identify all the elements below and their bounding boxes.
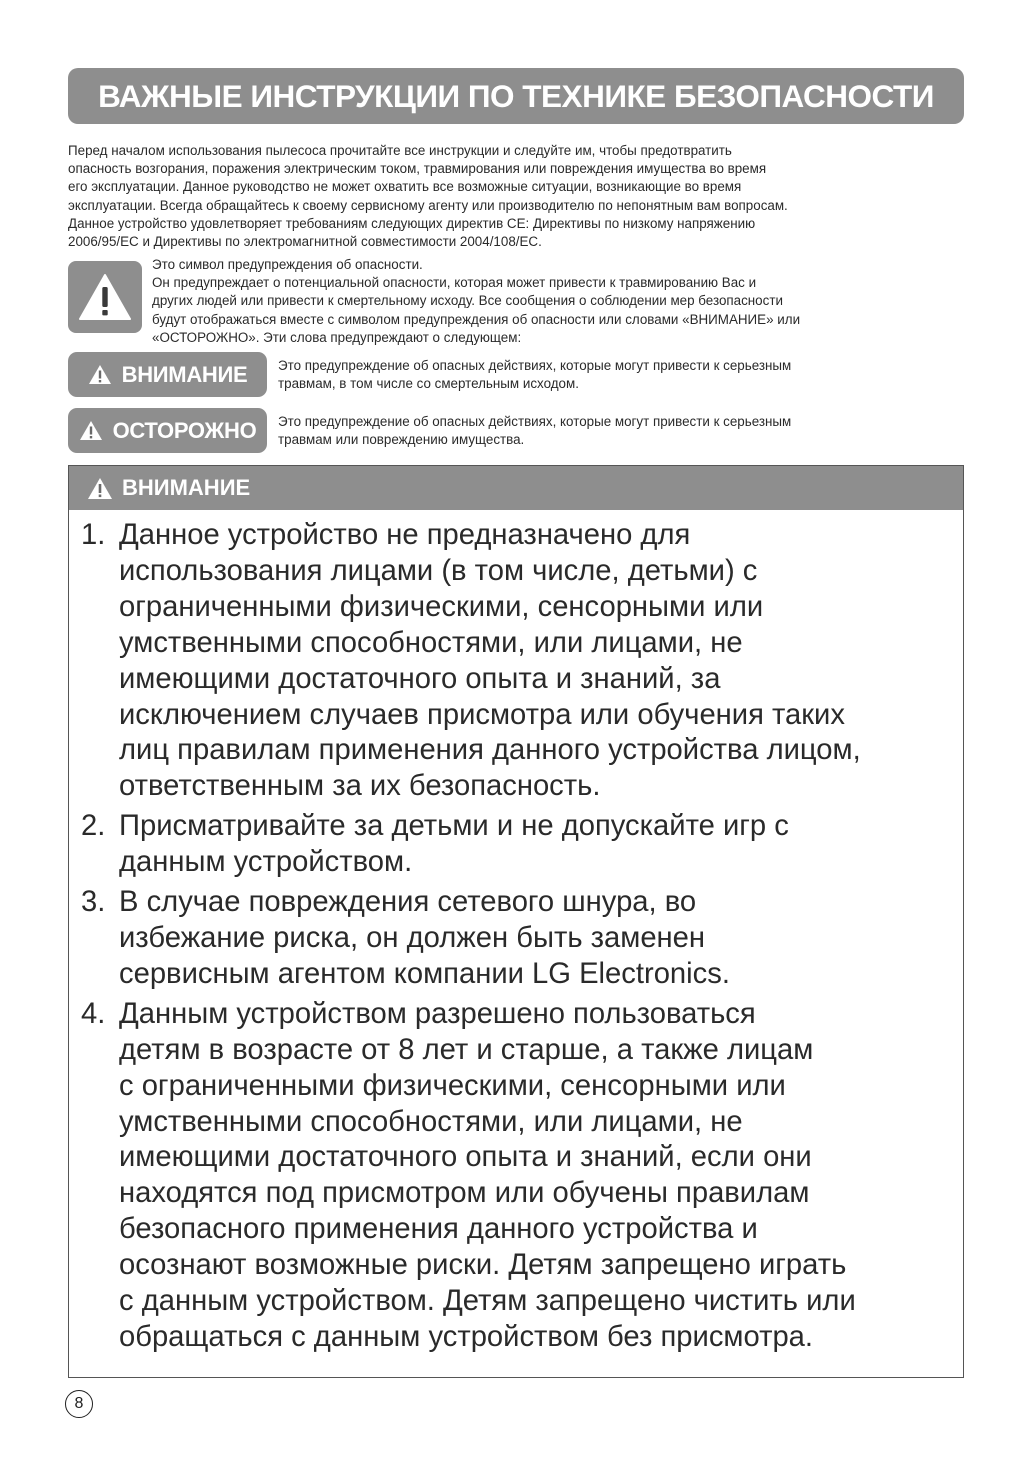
item-line: с данным устройством. Детям запрещено чистить или [119, 1285, 856, 1318]
caution-level-description [278, 413, 968, 449]
page-title: ВАЖНЫЕ ИНСТРУКЦИИ ПО ТЕХНИКЕ БЕЗОПАСНОСТИ [98, 77, 934, 114]
list-item [81, 885, 961, 993]
caution-level-label: ОСТОРОЖНО [112, 417, 257, 443]
intro-line: Перед началом использования пылесоса прочитайте все инструкции и следуйте им, чтобы предотвратить [68, 143, 732, 158]
caution-level-line: Это предупреждение об опасных действиях, которые могут привести к серьезным [278, 414, 792, 429]
warning-box [68, 465, 964, 1378]
warning-level-line: Это предупреждение об опасных действиях, которые могут привести к серьезным [278, 358, 792, 373]
warning-triangle-icon [79, 420, 103, 441]
item-line: сервисным агентом компании LG Electronics. [119, 957, 730, 990]
warning-level-description [278, 357, 968, 393]
item-line: использования лицами (в том числе, детьми) с [119, 554, 758, 587]
warning-box-header [69, 466, 963, 510]
intro-line: его эксплуатации. Данное руководство не может охватить все возможные ситуации, возникающие во время [68, 179, 742, 195]
warning-level-label: ВНИМАНИЕ [121, 361, 248, 387]
intro-line: эксплуатации. Всегда обращайтесь к своему сервисному агенту или производителю по непонятным вам вопросам. [68, 197, 788, 213]
item-line: осознают возможные риски. Детям запрещено играть [119, 1249, 847, 1282]
list-item [81, 518, 961, 805]
caution-level-badge [68, 408, 267, 453]
item-number: 4. [81, 997, 106, 1030]
item-line: избежание риска, он должен быть заменен [119, 921, 706, 954]
item-number: 2. [81, 810, 106, 843]
intro-line: Данное устройство удовлетворяет требованиям следующих директив CE: Директивы по низкому напряжению [68, 215, 756, 231]
symbol-description [152, 256, 962, 347]
page-number: 8 [65, 1390, 93, 1418]
item-number: 1. [81, 519, 106, 551]
item-line: умственными способностями, или лицами, не [119, 1105, 743, 1138]
warning-level-badge [68, 352, 267, 397]
warning-triangle-icon [87, 477, 113, 500]
item-line: детям в возрасте от 8 лет и старше, а также лицам [119, 1033, 814, 1066]
warning-level-line: травмам, в том числе со смертельным исходом. [278, 376, 579, 392]
warning-box-title: ВНИМАНИЕ [122, 475, 251, 500]
item-line: данным устройством. [119, 846, 413, 879]
symbol-line: других людей или привести к смертельному исходу. Все сообщения о соблюдении мер безопасности [152, 293, 783, 309]
item-line: лиц правилам применения данного устройства лицом, [119, 734, 861, 767]
item-line: с ограниченными физическими, сенсорными или [119, 1069, 786, 1102]
item-line: умственными способностями, или лицами, не [119, 626, 743, 659]
item-line: обращаться с данным устройством без присмотра. [119, 1320, 814, 1353]
item-line: имеющими достаточного опыта и знаний, если они [119, 1141, 812, 1174]
caution-level-line: травмам или повреждению имущества. [278, 432, 525, 448]
list-item [81, 997, 961, 1356]
warning-list [81, 518, 961, 1360]
item-line: Данным устройством разрешено пользоваться [119, 997, 756, 1030]
item-line: имеющими достаточного опыта и знаний, за [119, 662, 721, 695]
intro-line: опасность возгорания, поражения электрическим током, травмирования или повреждения имущества во время [68, 161, 767, 177]
item-line: ограниченными физическими, сенсорными или [119, 590, 764, 623]
item-line: безопасного применения данного устройства и [119, 1213, 758, 1246]
item-line: находятся под присмотром или обучены правилам [119, 1177, 810, 1210]
item-line: Присматривайте за детьми и не допускайте игр с [119, 810, 789, 843]
symbol-line: «ОСТОРОЖНО». Эти слова предупреждают о следующем: [152, 329, 522, 345]
item-line: ответственным за их безопасность. [119, 770, 601, 803]
symbol-line: Это символ предупреждения об опасности. [152, 257, 423, 272]
page-title-bar [68, 68, 964, 124]
item-line: Данное устройство не предназначено для [119, 519, 691, 551]
intro-line: 2006/95/EC и Директивы по электромагнитной совместимости 2004/108/EC. [68, 234, 542, 250]
item-line: В случае повреждения сетевого шнура, во [119, 886, 697, 919]
symbol-line: будут отображаться вместе с символом предупреждения об опасности или словами «ВНИМАНИЕ» или [152, 311, 801, 327]
intro-paragraph [68, 142, 964, 251]
symbol-line: Он предупреждает о потенциальной опасности, которая может привести к травмированию Вас и [152, 275, 757, 291]
item-number: 3. [81, 886, 106, 919]
warning-triangle-icon [88, 364, 112, 385]
safety-alert-symbol [68, 261, 142, 333]
exclamation-icon [77, 272, 133, 322]
list-item [81, 809, 961, 881]
item-line: исключением случаев присмотра или обучения таких [119, 698, 845, 731]
